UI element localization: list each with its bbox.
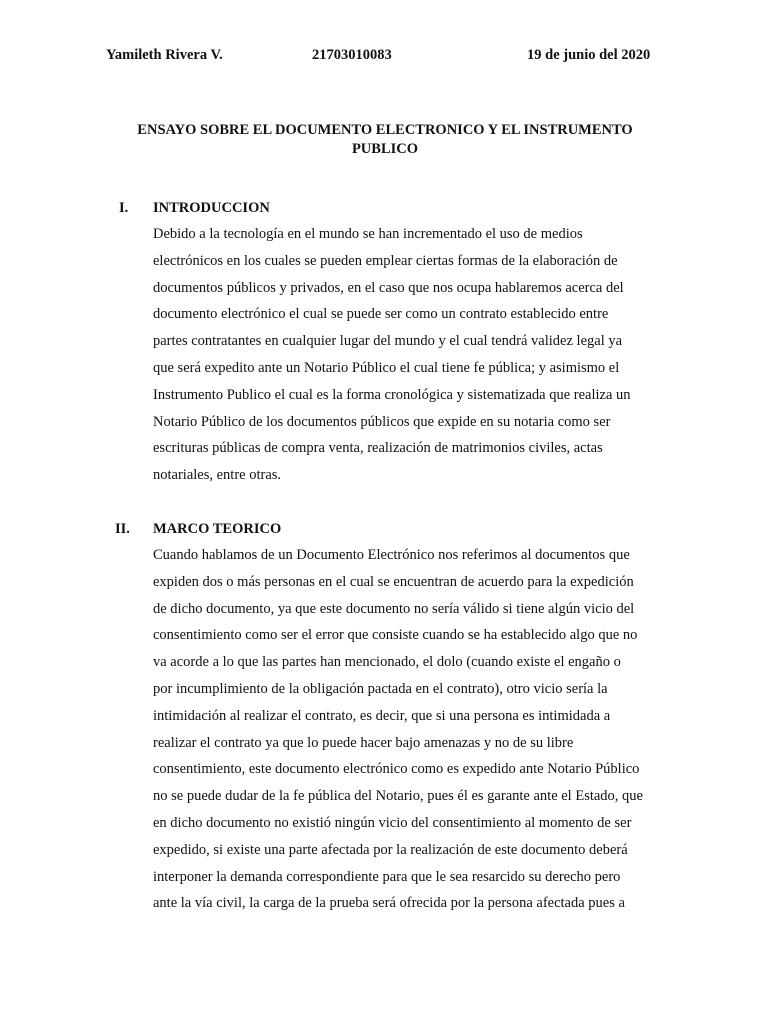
paragraph-line: escrituras públicas de compra venta, realización de matrimonios civiles, actas [153,440,603,457]
essay-title-line-2: PUBLICO [351,141,419,157]
section-number: II. [115,521,130,537]
section-body [153,542,643,917]
section-number: I. [119,200,129,216]
paragraph-line: expedido, si existe una parte afectada por la realización de este documento deberá [153,841,628,858]
paragraph-line: ante la vía civil, la carga de la prueba será ofrecida por la persona afectada pues a [153,895,625,912]
paragraph-line: interponer la demanda correspondiente para que le sea resarcido su derecho pero [153,868,621,885]
section-heading: INTRODUCCION [153,200,270,216]
paragraph-line: va acorde a lo que las partes han mencionado, el dolo (cuando existe el engaño o [153,654,621,671]
paragraph-line: por incumplimiento de la obligación pactada en el contrato), otro vicio sería la [153,680,608,697]
paragraph-line: que será expedito ante un Notario Público el cual tiene fe pública; y asimismo el [153,359,620,376]
paragraph-line: documentos públicos y privados, en el caso que nos ocupa hablaremos acerca del [153,279,624,296]
essay-title-line-1: ENSAYO SOBRE EL DOCUMENTO ELECTRONICO Y EL INSTRUMENTO [137,122,633,138]
paragraph-line: Instrumento Publico el cual es la forma cronológica y sistematizada que realiza un [153,386,631,403]
paragraph-line: realizar el contrato ya que lo puede hacer bajo amenazas y no de su libre [153,734,574,751]
essay-title [80,121,690,159]
paragraph-line: de dicho documento, ya que este documento no sería válido si tiene algún vicio del [153,600,635,617]
paragraph-line: documento electrónico el cual se puede ser como un contrato establecido entre [153,306,609,323]
section-body [153,221,631,489]
paragraph-line: Cuando hablamos de un Documento Electrónico nos referimos al documentos que [153,547,630,563]
author-name: Yamileth Rivera V. [106,47,223,63]
paragraph-line: electrónicos en los cuales se pueden emplear ciertas formas de la elaboración de [153,252,618,269]
paragraph-line: no se puede dudar de la fe pública del Notario, pues él es garante ante el Estado, que [153,788,643,805]
paragraph-line: Debido a la tecnología en el mundo se han incrementado el uso de medios [153,226,583,242]
paragraph-line: en dicho documento no existió ningún vicio del consentimiento al momento de ser [153,814,632,831]
paragraph-line: consentimiento como ser el error que consiste cuando se ha establecido algo que no [153,627,638,644]
paragraph-line: notariales, entre otras. [153,467,282,484]
student-id: 21703010083 [312,47,392,63]
paragraph-line: consentimiento, este documento electrónico como es expedido ante Notario Público [153,761,640,778]
section-heading: MARCO TEORICO [153,521,282,537]
document-date: 19 de junio del 2020 [527,47,651,63]
paragraph-line: intimidación al realizar el contrato, es decir, que si una persona es intimidada a [153,707,611,724]
paragraph-line: Notario Público de los documentos públicos que expide en su notaria como ser [153,413,611,430]
paragraph-line: expiden dos o más personas en el cual se encuentran de acuerdo para la expedición [153,573,634,590]
paragraph-line: partes contratantes en cualquier lugar del mundo y el cual tendrá validez legal ya [153,333,623,350]
